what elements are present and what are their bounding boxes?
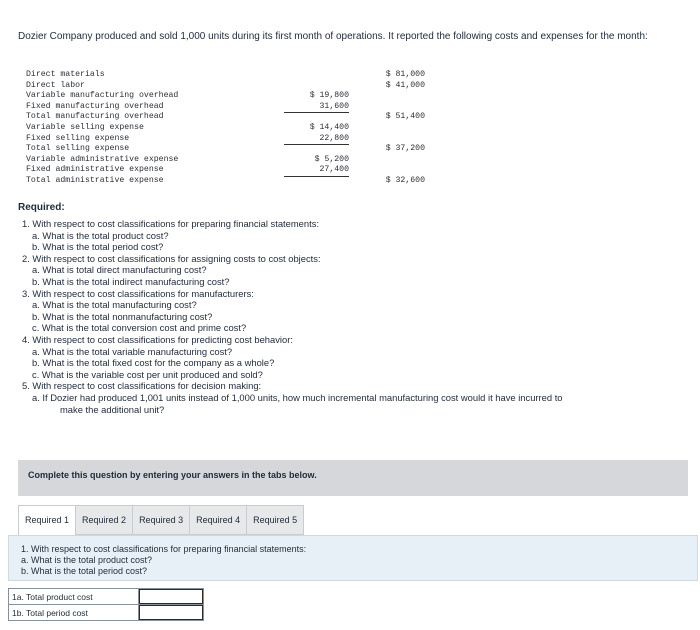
cost-total: $ 37,200 <box>385 144 425 154</box>
cost-row <box>26 112 425 123</box>
cost-label: Fixed manufacturing overhead <box>26 101 164 111</box>
cost-amount: 31,600 <box>284 102 349 114</box>
answer-row <box>9 605 204 621</box>
cost-row <box>26 134 406 145</box>
answer-label: 1a. Total product cost <box>9 589 139 605</box>
instruction-banner: Complete this question by entering your answers in the tabs below. <box>18 460 688 496</box>
cost-amount: $ 14,400 <box>309 122 349 132</box>
tab-required-5[interactable]: Required 5 <box>247 505 304 535</box>
tab-bar <box>18 505 304 535</box>
cost-label: Fixed selling expense <box>26 133 130 143</box>
cost-amount: $ 19,800 <box>309 91 349 101</box>
answer-label: 1b. Total period cost <box>9 605 139 621</box>
cost-total: $ 81,000 <box>385 70 425 79</box>
cost-label: Variable selling expense <box>26 122 144 132</box>
cost-row <box>26 144 425 155</box>
sub-question: b. What is the total nonmanufacturing cost? <box>32 310 213 322</box>
panel-question: 1. With respect to cost classifications for preparing financial statements: <box>21 544 307 554</box>
cost-row <box>26 175 425 187</box>
tab-required-3[interactable]: Required 3 <box>133 505 190 535</box>
sub-question: c. What is the total conversion cost and prime cost? <box>32 322 247 334</box>
tab-required-2[interactable]: Required 2 <box>76 505 133 535</box>
cost-label: Variable administrative expense <box>26 154 179 164</box>
question-list <box>18 218 678 415</box>
question: 4. With respect to cost classifications for predicting cost behavior: <box>22 333 293 345</box>
sub-question: b. What is the total indirect manufacturing cost? <box>32 275 230 287</box>
question: 3. With respect to cost classifications for manufacturers: <box>22 287 254 299</box>
cost-row <box>26 155 406 166</box>
cost-row <box>26 80 425 92</box>
sub-question: a. If Dozier had produced 1,001 units instead of 1,000 units, how much incremental manufacturing cost would it have incurred to <box>32 391 563 403</box>
cost-row <box>26 70 425 81</box>
cost-label: Total manufacturing overhead <box>26 112 164 122</box>
total-product-cost-input[interactable] <box>139 589 203 604</box>
cost-label: Total selling expense <box>26 144 130 154</box>
answer-row <box>9 589 204 605</box>
sub-question: b. What is the total fixed cost for the company as a whole? <box>32 357 275 369</box>
problem-intro: Dozier Company produced and sold 1,000 units during its first month of operations. It reported the following costs and expenses for the month: <box>18 31 648 42</box>
cost-row <box>26 102 406 113</box>
answer-cell <box>139 589 204 605</box>
cost-label: Total administrative expense <box>26 175 164 185</box>
answer-cell <box>139 605 204 621</box>
required-heading: Required: <box>18 202 65 213</box>
question-panel <box>8 535 698 581</box>
sub-question: a. What is total direct manufacturing cost? <box>32 264 207 276</box>
cost-label: Fixed administrative expense <box>26 165 164 175</box>
sub-question-continued: make the additional unit? <box>60 403 165 415</box>
cost-amount: $ 5,200 <box>314 154 349 164</box>
cost-row <box>26 165 406 176</box>
sub-question: c. What is the variable cost per unit produced and sold? <box>32 368 263 380</box>
question: 5. With respect to cost classifications for decision making: <box>22 380 262 392</box>
sub-question: a. What is the total manufacturing cost? <box>32 299 197 311</box>
cost-total: $ 41,000 <box>385 80 425 90</box>
total-period-cost-input[interactable] <box>139 605 203 620</box>
cost-total: $ 51,400 <box>385 112 425 122</box>
cost-amount: 27,400 <box>284 165 349 177</box>
answer-table <box>8 588 204 621</box>
cost-label: Direct materials <box>26 70 105 79</box>
panel-sub-question: b. What is the total period cost? <box>21 566 148 576</box>
panel-sub-question: a. What is the total product cost? <box>21 555 153 565</box>
cost-label: Direct labor <box>26 80 85 90</box>
cost-row <box>26 91 406 102</box>
question: 2. With respect to cost classifications for assigning costs to cost objects: <box>22 252 321 264</box>
cost-amount: 22,800 <box>284 134 349 146</box>
cost-row <box>26 123 406 134</box>
sub-question: a. What is the total product cost? <box>32 229 169 241</box>
tab-required-4[interactable]: Required 4 <box>190 505 247 535</box>
cost-table <box>26 70 425 187</box>
sub-question: b. What is the total period cost? <box>32 241 164 253</box>
tab-required-1[interactable]: Required 1 <box>18 505 76 535</box>
cost-total: $ 32,600 <box>385 175 425 185</box>
cost-label: Variable manufacturing overhead <box>26 91 179 101</box>
question: 1. With respect to cost classifications for preparing financial statements: <box>22 218 320 229</box>
sub-question: a. What is the total variable manufacturing cost? <box>32 345 233 357</box>
